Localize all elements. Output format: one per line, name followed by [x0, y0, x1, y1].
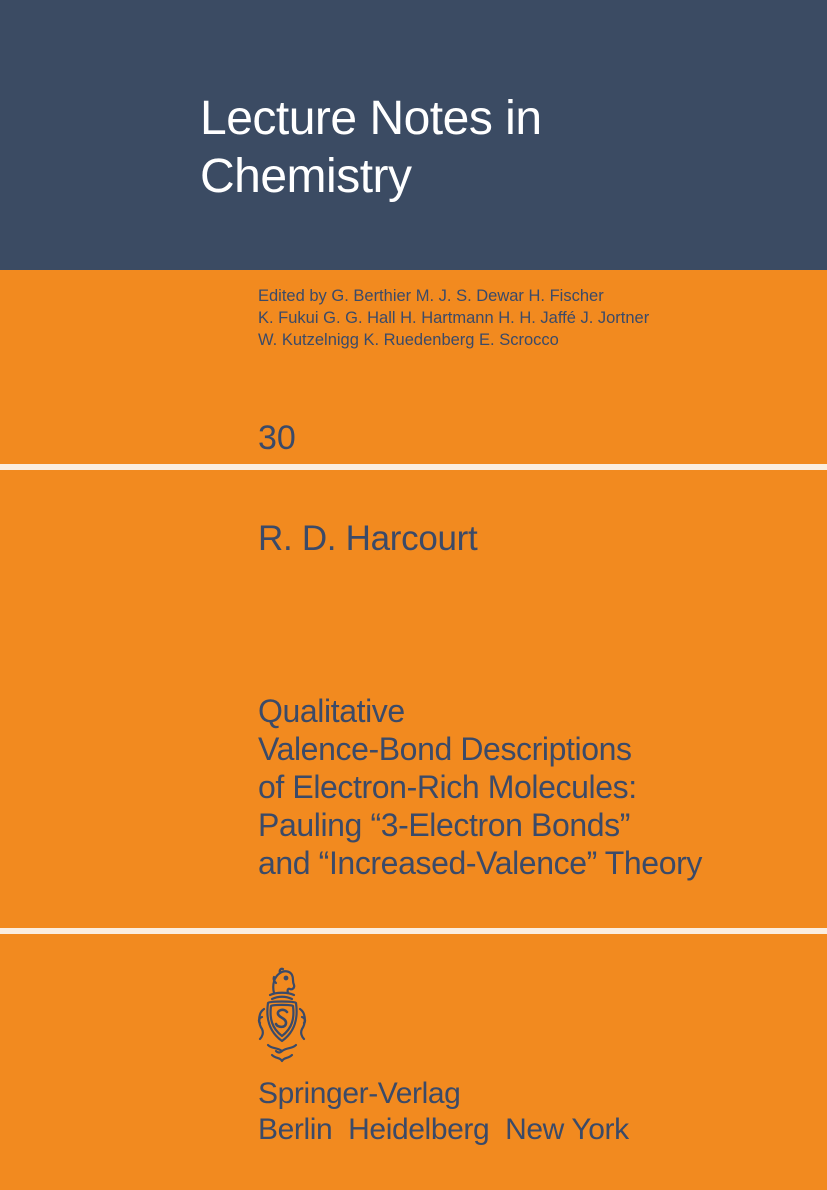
book-title-line: Pauling “3-Electron Bonds” [258, 807, 631, 843]
editors-list [258, 285, 649, 351]
series-title-line: Lecture Notes in [200, 92, 542, 145]
editors-line: W. Kutzelnigg K. Ruedenberg E. Scrocco [258, 331, 559, 349]
springer-knight-logo-icon [250, 965, 314, 1067]
book-title-line: and “Increased-Valence” Theory [258, 845, 702, 881]
publisher-name: Springer-Verlag [258, 1077, 461, 1110]
series-title [200, 90, 542, 206]
book-title-line: Qualitative [258, 693, 405, 729]
lower-divider [0, 928, 827, 934]
book-title [258, 692, 702, 882]
publisher-block [258, 1076, 629, 1148]
upper-divider [0, 464, 827, 470]
editors-line: K. Fukui G. G. Hall H. Hartmann H. H. Jaffé J. Jortner [258, 309, 650, 327]
volume-number: 30 [258, 419, 296, 457]
series-title-line: Chemistry [200, 150, 412, 203]
editors-line: Edited by G. Berthier M. J. S. Dewar H. Fischer [258, 287, 604, 305]
book-title-line: of Electron-Rich Molecules: [258, 769, 637, 805]
author-name: R. D. Harcourt [258, 519, 478, 558]
book-title-line: Valence-Bond Descriptions [258, 731, 632, 767]
publisher-cities: Berlin Heidelberg New York [258, 1113, 629, 1146]
